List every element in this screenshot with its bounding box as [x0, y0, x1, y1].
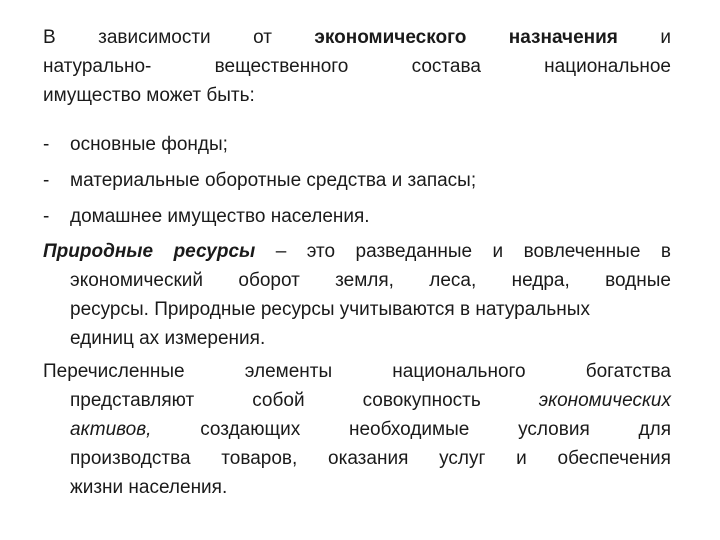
word: условия [518, 419, 590, 440]
word: земля, [335, 270, 394, 291]
word: это [306, 241, 336, 262]
list-item [43, 166, 671, 195]
paragraph-2-line-3: ресурсы. Природные ресурсы учитываются в натуральных [70, 299, 590, 320]
word: вещественного [214, 56, 349, 77]
italic-term-economic: экономических [538, 390, 671, 411]
bold-italic-term-natural: Природные [43, 241, 154, 262]
word: – [275, 241, 287, 262]
list-item-text: материальные оборотные средства и запасы; [70, 170, 477, 191]
dash-bullet: - [43, 134, 50, 155]
word: элементы [244, 361, 333, 382]
word: Перечисленные [43, 361, 185, 382]
list-item [43, 130, 671, 159]
word: и [660, 27, 671, 48]
bold-italic-term-resources: ресурсы [173, 241, 256, 262]
word: производства [70, 448, 191, 469]
word: представляют [70, 390, 195, 411]
paragraph-3-line-1 [43, 357, 671, 386]
word: вовлеченные [523, 241, 641, 262]
word: богатства [585, 361, 671, 382]
word: создающих [200, 419, 301, 440]
dash-bullet: - [43, 170, 50, 191]
word: леса, [429, 270, 477, 291]
paragraph-2-line-1 [43, 237, 671, 266]
word: собой [252, 390, 305, 411]
word: зависимости [98, 27, 211, 48]
word: оказания [328, 448, 409, 469]
bold-term-purpose: назначения [508, 27, 618, 48]
paragraph-1-line-1 [43, 23, 671, 52]
bold-term-economic: экономического [314, 27, 467, 48]
word: услуг [439, 448, 486, 469]
paragraph-2-line-4: единиц ах измерения. [70, 328, 266, 349]
word: для [638, 419, 671, 440]
word: обеспечения [557, 448, 671, 469]
word: совокупность [362, 390, 481, 411]
word: и [492, 241, 504, 262]
word: товаров, [221, 448, 298, 469]
paragraph-3-line-2 [70, 386, 671, 415]
paragraph-3-line-4 [70, 444, 671, 473]
list-item-text: основные фонды; [70, 134, 228, 155]
word: экономический [70, 270, 204, 291]
word: оборот [238, 270, 300, 291]
dash-bullet: - [43, 206, 50, 227]
word: от [253, 27, 272, 48]
paragraph-1-line-2 [43, 52, 671, 81]
list-item-text: домашнее имущество населения. [70, 206, 370, 227]
word: недра, [511, 270, 570, 291]
paragraph-2-line-2 [70, 266, 671, 295]
paragraph-1-line-3: имущество может быть: [43, 85, 255, 106]
word: в [660, 241, 671, 262]
word: В [43, 27, 56, 48]
italic-term-assets: активов, [70, 419, 152, 440]
word: национальное [544, 56, 671, 77]
slide-content [43, 0, 671, 540]
word: разведанные [355, 241, 473, 262]
word: натурально- [43, 56, 152, 77]
list-item [43, 202, 671, 231]
paragraph-3-line-5: жизни населения. [70, 477, 228, 498]
paragraph-3-line-3 [70, 415, 671, 444]
word: водные [605, 270, 671, 291]
word: состава [411, 56, 481, 77]
word: и [516, 448, 527, 469]
word: необходимые [349, 419, 470, 440]
word: национального [392, 361, 526, 382]
